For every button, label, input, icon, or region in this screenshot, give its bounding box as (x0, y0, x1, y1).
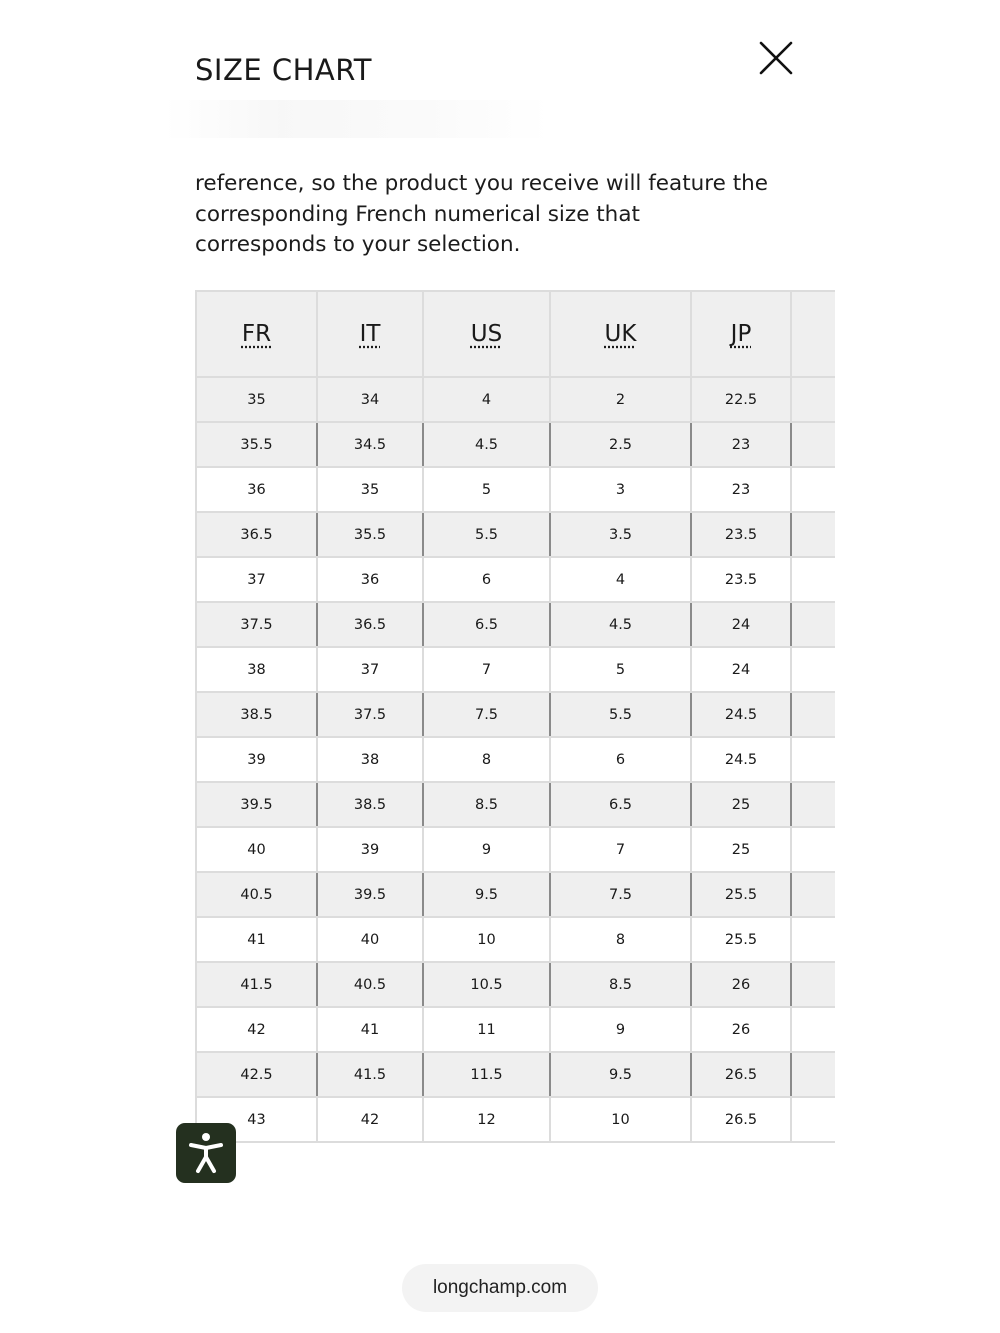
table-row (196, 467, 835, 512)
table-cell: 42 (317, 1097, 423, 1142)
table-cell: 2.5 (550, 422, 691, 467)
table-cell: 23.5 (691, 512, 791, 557)
table-cell (791, 647, 835, 692)
table-cell: 3.5 (550, 512, 691, 557)
table-cell: 39 (196, 737, 317, 782)
table-cell: 34 (317, 377, 423, 422)
table-cell: 26 (691, 1007, 791, 1052)
table-cell: 37.5 (317, 692, 423, 737)
table-row (196, 602, 835, 647)
table-row (196, 557, 835, 602)
table-cell: 36 (317, 557, 423, 602)
table-cell (791, 1052, 835, 1097)
table-cell: 10 (423, 917, 550, 962)
table-cell: 38 (317, 737, 423, 782)
table-cell: 7 (423, 647, 550, 692)
table-cell: 36.5 (196, 512, 317, 557)
accessibility-button[interactable] (176, 1123, 236, 1183)
table-cell: 9.5 (423, 872, 550, 917)
table-cell: 26 (691, 962, 791, 1007)
table-row (196, 692, 835, 737)
table-cell: 11 (423, 1007, 550, 1052)
table-cell (791, 422, 835, 467)
column-header-uk (550, 291, 691, 377)
table-cell: 4.5 (550, 602, 691, 647)
table-row (196, 1007, 835, 1052)
table-cell: 26.5 (691, 1097, 791, 1142)
table-cell: 35 (196, 377, 317, 422)
table-cell (791, 557, 835, 602)
page-title: SIZE CHART (195, 53, 373, 87)
table-cell (791, 872, 835, 917)
accessibility-icon (186, 1131, 226, 1175)
table-cell: 41 (196, 917, 317, 962)
table-cell: 5.5 (550, 692, 691, 737)
table-header-row (196, 291, 835, 377)
table-cell (791, 827, 835, 872)
table-cell: 6 (550, 737, 691, 782)
table-row (196, 1052, 835, 1097)
table-cell: 7 (550, 827, 691, 872)
intro-text: reference, so the product you receive will feature the corresponding French numerical size that corresponds to your selection. (195, 171, 768, 257)
table-cell: 37.5 (196, 602, 317, 647)
table-cell: 23.5 (691, 557, 791, 602)
table-cell: 9 (550, 1007, 691, 1052)
column-header-label: UK (604, 321, 637, 347)
table-cell: 12 (423, 1097, 550, 1142)
table-cell: 40.5 (317, 962, 423, 1007)
table-cell: 37 (196, 557, 317, 602)
column-header-it (317, 291, 423, 377)
table-cell: 24 (691, 602, 791, 647)
table-cell: 41 (317, 1007, 423, 1052)
table-cell: 5 (550, 647, 691, 692)
table-cell (791, 782, 835, 827)
table-cell: 3 (550, 467, 691, 512)
table-cell (791, 962, 835, 1007)
url-text: longchamp.com (432, 1277, 568, 1298)
table-cell: 35.5 (317, 512, 423, 557)
table-cell: 25 (691, 827, 791, 872)
table-row (196, 827, 835, 872)
table-row (196, 737, 835, 782)
table-cell (791, 512, 835, 557)
table-cell: 43 (196, 1097, 317, 1142)
table-cell: 25.5 (691, 917, 791, 962)
table-cell: 4 (423, 377, 550, 422)
table-cell: 39.5 (317, 872, 423, 917)
table-cell: 11.5 (423, 1052, 550, 1097)
size-table (195, 290, 835, 1143)
table-cell (791, 602, 835, 647)
table-row (196, 647, 835, 692)
browser-url-bar[interactable] (402, 1264, 598, 1312)
table-row (196, 512, 835, 557)
table-cell: 10.5 (423, 962, 550, 1007)
close-icon (756, 38, 796, 78)
table-cell: 38 (196, 647, 317, 692)
table-cell: 35.5 (196, 422, 317, 467)
table-cell: 7.5 (423, 692, 550, 737)
table-cell: 36 (196, 467, 317, 512)
table-cell: 26.5 (691, 1052, 791, 1097)
table-row (196, 1097, 835, 1142)
column-header-fr (196, 291, 317, 377)
table-cell: 41.5 (317, 1052, 423, 1097)
table-cell: 2 (550, 377, 691, 422)
table-cell (791, 1007, 835, 1052)
column-header-label: JP (730, 321, 752, 347)
table-cell: 23 (691, 422, 791, 467)
table-cell: 34.5 (317, 422, 423, 467)
table-cell: 10 (550, 1097, 691, 1142)
table-cell: 5 (423, 467, 550, 512)
table-cell: 23 (691, 467, 791, 512)
table-cell: 42 (196, 1007, 317, 1052)
table-row (196, 872, 835, 917)
table-cell (791, 692, 835, 737)
table-cell: 38.5 (317, 782, 423, 827)
table-cell: 9.5 (550, 1052, 691, 1097)
table-cell: 8 (423, 737, 550, 782)
table-cell: 6.5 (423, 602, 550, 647)
table-cell (791, 377, 835, 422)
column-header-us (423, 291, 550, 377)
table-cell (791, 1097, 835, 1142)
table-cell: 24.5 (691, 737, 791, 782)
table-cell: 42.5 (196, 1052, 317, 1097)
column-header-label: US (470, 321, 503, 347)
table-cell: 5.5 (423, 512, 550, 557)
table-row (196, 377, 835, 422)
column-header-label: IT (359, 321, 381, 347)
column-header-jp (691, 291, 791, 377)
column-header-label: FR (241, 321, 272, 347)
table-cell: 24.5 (691, 692, 791, 737)
table-cell: 35 (317, 467, 423, 512)
table-cell: 7.5 (550, 872, 691, 917)
table-cell: 39 (317, 827, 423, 872)
table-row (196, 782, 835, 827)
table-row (196, 962, 835, 1007)
column-header-extra (791, 291, 835, 377)
faded-text-band (165, 100, 550, 138)
close-button[interactable] (756, 38, 796, 78)
table-cell: 25.5 (691, 872, 791, 917)
table-cell: 40 (317, 917, 423, 962)
table-cell: 24 (691, 647, 791, 692)
table-cell: 8.5 (550, 962, 691, 1007)
table-cell: 40 (196, 827, 317, 872)
table-cell: 4 (550, 557, 691, 602)
table-body (196, 377, 835, 1142)
table-cell: 6 (423, 557, 550, 602)
table-cell: 36.5 (317, 602, 423, 647)
table-cell: 8 (550, 917, 691, 962)
table-cell: 22.5 (691, 377, 791, 422)
table-row (196, 422, 835, 467)
table-cell (791, 467, 835, 512)
table-cell (791, 917, 835, 962)
table-cell: 40.5 (196, 872, 317, 917)
table-cell (791, 737, 835, 782)
table-cell: 8.5 (423, 782, 550, 827)
table-cell: 41.5 (196, 962, 317, 1007)
table-cell: 4.5 (423, 422, 550, 467)
table-cell: 9 (423, 827, 550, 872)
table-cell: 6.5 (550, 782, 691, 827)
size-table-scroll[interactable] (195, 290, 835, 1170)
table-cell: 25 (691, 782, 791, 827)
table-cell: 37 (317, 647, 423, 692)
table-row (196, 917, 835, 962)
table-cell: 39.5 (196, 782, 317, 827)
table-cell: 38.5 (196, 692, 317, 737)
